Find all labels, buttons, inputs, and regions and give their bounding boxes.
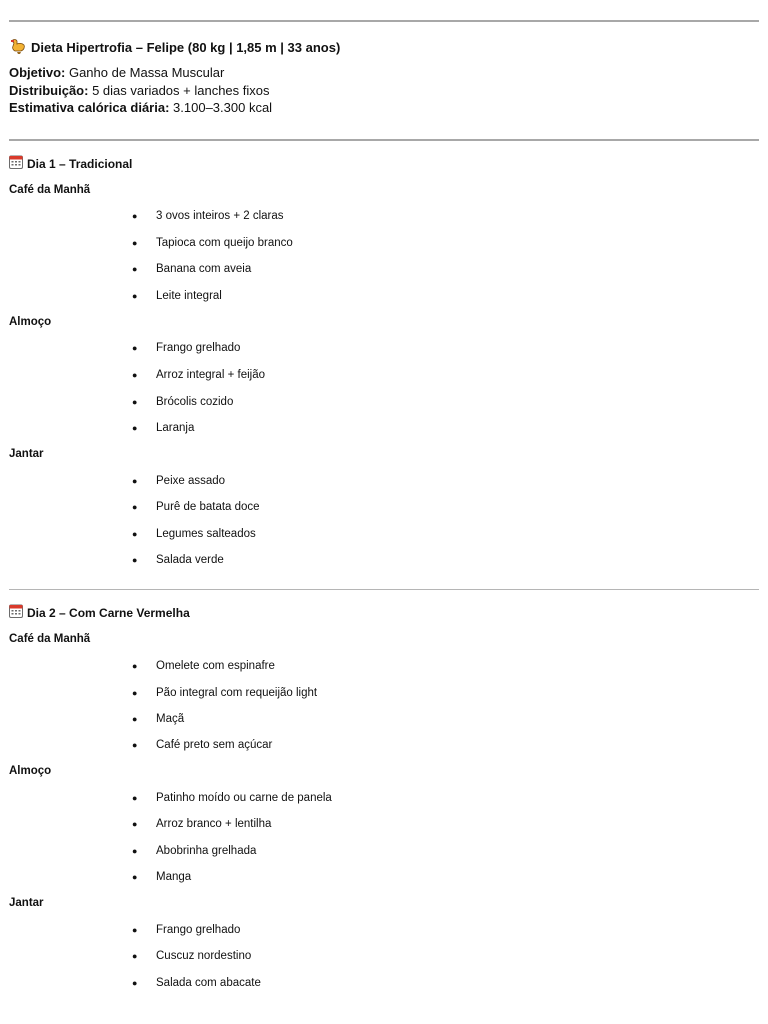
bullet-icon: ●	[132, 819, 138, 829]
day-2-breakfast-title: Café da Manhã	[9, 633, 91, 645]
distribution-value: 5 dias variados + lanches fixos	[92, 82, 270, 98]
day-divider	[9, 589, 759, 590]
bullet-icon: ●	[132, 264, 138, 274]
bullet-icon: ●	[132, 238, 138, 248]
list-item: ● Cuscuz nordestino	[132, 950, 252, 962]
bullet-icon: ●	[132, 211, 138, 221]
day-2-dinner-title: Jantar	[9, 897, 44, 909]
objective-label: Objetivo:	[9, 65, 66, 80]
diet-title-text: Dieta Hipertrofia – Felipe (80 kg | 1,85 m | 33 anos)	[31, 40, 341, 55]
list-item: ● Peixe assado	[132, 475, 226, 487]
bullet-icon: ●	[132, 661, 138, 671]
bullet-icon: ●	[132, 925, 138, 935]
day-1-breakfast-title: Café da Manhã	[9, 184, 91, 196]
list-item: ● 3 ovos inteiros + 2 claras	[132, 210, 284, 222]
list-item: ● Legumes salteados	[132, 528, 256, 540]
bullet-icon: ●	[132, 529, 138, 539]
distribution-line	[9, 82, 759, 100]
bullet-icon: ●	[132, 740, 138, 750]
top-divider	[9, 20, 759, 22]
bullet-icon: ●	[132, 397, 138, 407]
list-item: ● Abobrinha grelhada	[132, 845, 257, 857]
list-item: ● Pão integral com requeijão light	[132, 687, 318, 699]
calendar-icon	[9, 604, 23, 622]
day-2-title-text: Dia 2 – Com Carne Vermelha	[27, 606, 190, 620]
day-2-title	[9, 605, 759, 621]
objective-value: Ganho de Massa Muscular	[68, 65, 225, 80]
bullet-icon: ●	[132, 978, 138, 988]
list-item: ● Tapioca com queijo branco	[132, 237, 293, 249]
list-item: ● Manga	[132, 871, 192, 883]
list-item: ● Leite integral	[132, 290, 222, 302]
list-item: ● Salada com abacate	[132, 977, 261, 989]
bullet-icon: ●	[132, 714, 138, 724]
calendar-icon	[9, 155, 23, 173]
header-divider	[9, 139, 759, 141]
day-1-dinner-title: Jantar	[9, 448, 44, 460]
bullet-icon: ●	[132, 476, 138, 486]
list-item: ● Laranja	[132, 422, 195, 434]
list-item: ● Frango grelhado	[132, 342, 241, 354]
list-item: ● Salada verde	[132, 554, 224, 566]
objective-line	[9, 64, 759, 82]
list-item: ● Patinho moído ou carne de panela	[132, 792, 332, 804]
day-1-title	[9, 156, 759, 172]
list-item: ● Omelete com espinafre	[132, 660, 275, 672]
bullet-icon: ●	[132, 951, 138, 961]
list-item: ● Purê de batata doce	[132, 501, 260, 513]
list-item: ● Arroz integral + feijão	[132, 369, 265, 381]
bullet-icon: ●	[132, 846, 138, 856]
list-item: ● Brócolis cozido	[132, 396, 234, 408]
day-2-lunch-title: Almoço	[9, 765, 52, 777]
bullet-icon: ●	[132, 370, 138, 380]
list-item: ● Maçã	[132, 713, 185, 725]
list-item: ● Frango grelhado	[132, 924, 241, 936]
day-1-section	[9, 156, 759, 172]
calories-value: 3.100–3.300 kcal	[173, 100, 273, 115]
calories-label: Estimativa calórica diária:	[9, 100, 170, 115]
bullet-icon: ●	[132, 291, 138, 301]
flexed-arm-icon	[9, 38, 27, 58]
bullet-icon: ●	[132, 688, 138, 698]
day-1-title-text: Dia 1 – Tradicional	[27, 157, 133, 171]
day-2-section	[9, 605, 759, 621]
bullet-icon: ●	[132, 555, 138, 565]
bullet-icon: ●	[132, 423, 138, 433]
bullet-icon: ●	[132, 502, 138, 512]
bullet-icon: ●	[132, 343, 138, 353]
bullet-icon: ●	[132, 793, 138, 803]
list-item: ● Café preto sem açúcar	[132, 739, 273, 751]
diet-header	[9, 38, 759, 58]
day-1-lunch-title: Almoço	[9, 316, 52, 328]
calories-line	[9, 99, 759, 117]
distribution-label: Distribuição:	[9, 82, 89, 98]
bullet-icon: ●	[132, 872, 138, 882]
list-item: ● Banana com aveia	[132, 263, 252, 275]
diet-title	[9, 38, 759, 58]
diet-meta	[9, 64, 759, 117]
list-item: ● Arroz branco + lentilha	[132, 818, 272, 830]
